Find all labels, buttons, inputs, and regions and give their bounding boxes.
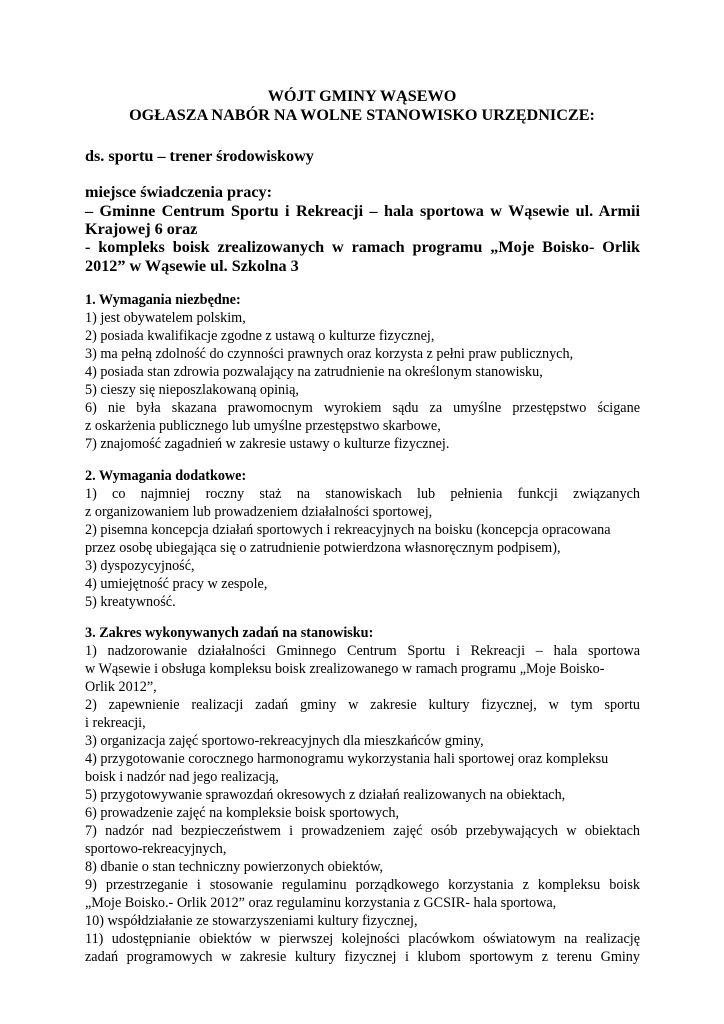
section-3-line: 7) nadzór nad bezpieczeństwem i prowadzeniem zajęć osób przebywających w obiektach	[85, 823, 640, 839]
workplace-line: - kompleks boisk zrealizowanych w ramach programu „Moje Boisko- Orlik	[85, 238, 640, 256]
section-3-line: boisk i nadzór nad jego realizacją,	[85, 769, 279, 785]
section-3-line: „Moje Boisko.- Orlik 2012” oraz regulaminu korzystania z GCSIR- hala sportowa,	[85, 895, 557, 911]
section-3-line: i rekreacji,	[85, 715, 146, 731]
section-3-line: sportowo-rekreacyjnych,	[85, 841, 227, 857]
section-1-heading: 1. Wymagania niezbędne:	[85, 292, 241, 308]
section-3-line: 2) zapewnienie realizacji zadań gminy w zakresie kultury fizycznej, w tym sportu	[85, 697, 640, 713]
section-3-line: 1) nadzorowanie działalności Gminnego Centrum Sportu i Rekreacji – hala sportowa	[85, 643, 640, 659]
section-2-line: 4) umiejętność pracy w zespole,	[85, 576, 268, 592]
workplace-line: Krajowej 6 oraz	[85, 220, 198, 238]
section-3-line: w Wąsewie i obsługa kompleksu boisk zrealizowanego w ramach programu „Moje Boisko-	[85, 661, 605, 677]
workplace-line: 2012” w Wąsewie ul. Szkolna 3	[85, 257, 299, 275]
section-2-line: z organizowaniem lub prowadzeniem działalności sportowej,	[85, 504, 433, 520]
section-1-line: 6) nie była skazana prawomocnym wyrokiem sądu za umyślne przestępstwo ścigane	[85, 400, 640, 416]
section-3-line: 11) udostępnianie obiektów w pierwszej kolejności placówkom oświatowym na realizację	[85, 931, 640, 947]
section-2-line: 3) dyspozycyjność,	[85, 558, 195, 574]
workplace-heading: miejsce świadczenia pracy:	[85, 183, 273, 201]
section-1-line: 3) ma pełną zdolność do czynności prawnych oraz korzysta z pełni praw publicznych,	[85, 346, 574, 362]
workplace-line: – Gminne Centrum Sportu i Rekreacji – hala sportowa w Wąsewie ul. Armii	[85, 202, 640, 220]
section-2-line: przez osobę ubiegająca się o zatrudnienie potwierdzona własnoręcznym podpisem),	[85, 540, 561, 556]
section-2-line: 2) pisemna koncepcja działań sportowych i rekreacyjnych na boisku (koncepcja opracowana	[85, 522, 611, 538]
section-3-line: zadań programowych w zakresie kultury fizycznej i klubom sportowym z terenu Gminy	[85, 949, 640, 965]
section-3-line: 6) prowadzenie zajęć na kompleksie boisk sportowych,	[85, 805, 399, 821]
section-1-line: 5) cieszy się nieposzlakowaną opinią,	[85, 382, 299, 398]
section-2-line: 1) co najmniej roczny staż na stanowiskach lub pełnienia funkcji związanych	[85, 486, 640, 502]
section-3-line: Orlik 2012”,	[85, 679, 157, 695]
section-3-line: 8) dbanie o stan techniczny powierzonych obiektów,	[85, 859, 384, 875]
section-2-heading: 2. Wymagania dodatkowe:	[85, 468, 247, 484]
section-2-line: 5) kreatywność.	[85, 594, 176, 610]
section-3-line: 3) organizacja zajęć sportowo-rekreacyjnych dla mieszkańców gminy,	[85, 733, 484, 749]
section-1-line: 7) znajomość zagadnień w zakresie ustawy o kulturze fizycznej.	[85, 436, 450, 452]
section-1-line: 4) posiada stan zdrowia pozwalający na zatrudnienie na określonym stanowisku,	[85, 364, 543, 380]
section-3-line: 4) przygotowanie corocznego harmonogramu wykorzystania hali sportowej oraz kompleksu	[85, 751, 609, 767]
position-name: ds. sportu – trener środowiskowy	[85, 147, 314, 165]
title-line-2: OGŁASZA NABÓR NA WOLNE STANOWISKO URZĘDNICZE:	[129, 106, 595, 124]
section-3-line: 5) przygotowywanie sprawozdań okresowych z działań realizowanych na obiektach,	[85, 787, 566, 803]
section-3-heading: 3. Zakres wykonywanych zadań na stanowisku:	[85, 625, 374, 641]
section-3-line: 10) współdziałanie ze stowarzyszeniami kultury fizycznej,	[85, 913, 418, 929]
section-1-line: 1) jest obywatelem polskim,	[85, 310, 246, 326]
section-1-line: 2) posiada kwalifikacje zgodne z ustawą o kulturze fizycznej,	[85, 328, 435, 344]
title-line-1: WÓJT GMINY WĄSEWO	[267, 87, 457, 105]
section-3-line: 9) przestrzeganie i stosowanie regulaminu porządkowego korzystania z kompleksu boisk	[85, 877, 640, 893]
section-1-line: z oskarżenia publicznego lub umyślne przestępstwo skarbowe,	[85, 418, 441, 434]
